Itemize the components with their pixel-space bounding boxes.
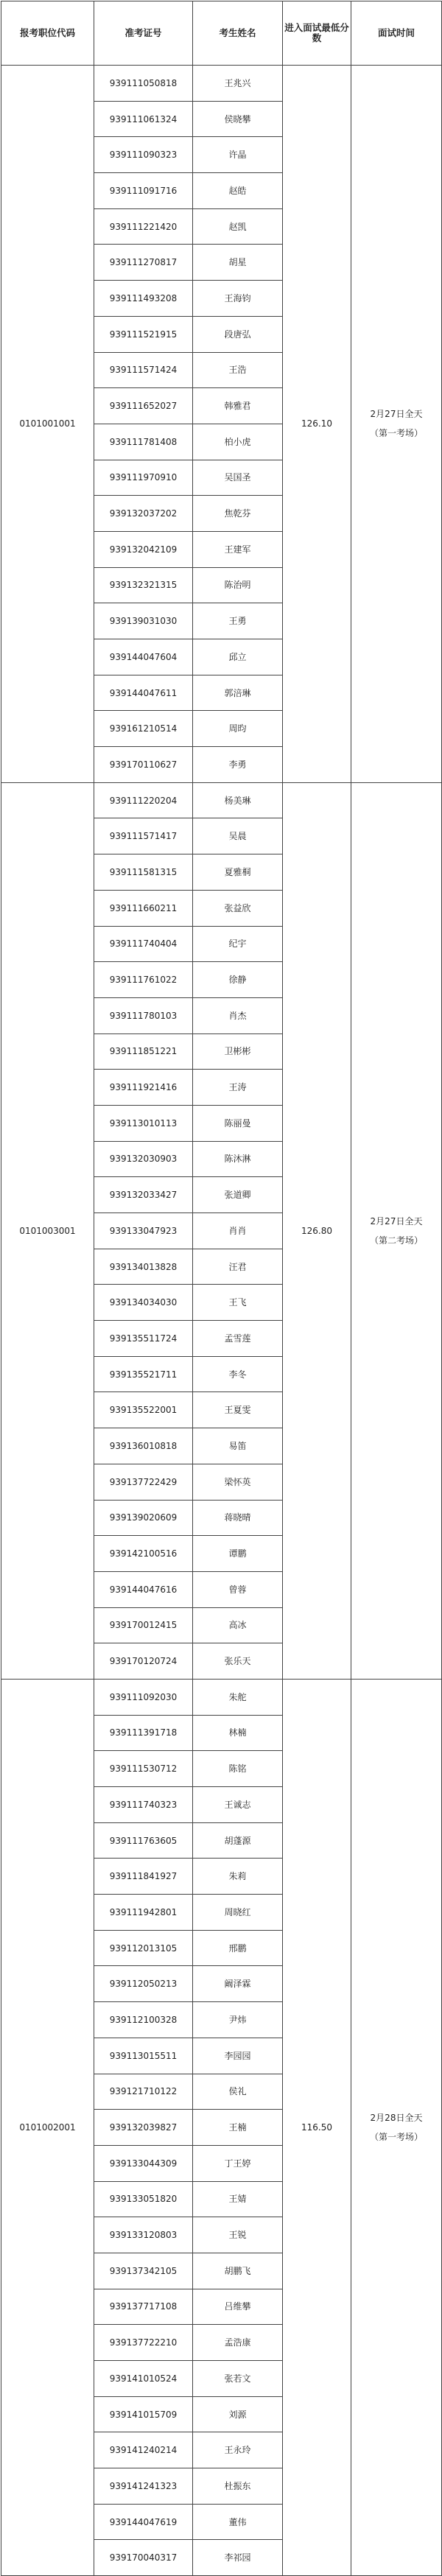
- header-admission-number: 准考证号: [94, 1, 193, 66]
- admission-number-cell: 939161210514: [94, 711, 193, 747]
- admission-number-cell: 939111270817: [94, 245, 193, 281]
- candidate-name-cell: 董伟: [193, 2504, 283, 2540]
- candidate-name-cell: 侯礼: [193, 2074, 283, 2110]
- header-interview-time: 面试时间: [351, 1, 442, 66]
- admission-number-cell: 939132039827: [94, 2110, 193, 2146]
- table-row: [1, 782, 442, 818]
- candidate-name-cell: 陈铭: [193, 1751, 283, 1787]
- admission-number-cell: 939132037202: [94, 496, 193, 532]
- admission-number-cell: 939111841927: [94, 1859, 193, 1895]
- admission-number-cell: 939135511724: [94, 1321, 193, 1357]
- candidate-name-cell: 许晶: [193, 137, 283, 173]
- admission-number-cell: 939112013105: [94, 1930, 193, 1966]
- interview-room: （第二考场）: [369, 1235, 423, 1246]
- header-candidate-name: 考生姓名: [193, 1, 283, 66]
- interview-time-cell: [351, 1679, 442, 2575]
- admission-number-cell: 939137717108: [94, 2289, 193, 2325]
- admission-number-cell: 939144047619: [94, 2504, 193, 2540]
- candidate-name-cell: 杨美琳: [193, 782, 283, 818]
- position-code-cell: 0101001001: [1, 66, 94, 783]
- admission-number-cell: 939111740404: [94, 926, 193, 962]
- admission-number-cell: 939111050818: [94, 66, 193, 102]
- interview-room: （第一考场）: [369, 2132, 423, 2143]
- admission-number-cell: 939111660211: [94, 890, 193, 926]
- candidate-name-cell: 段唐弘: [193, 316, 283, 352]
- interview-time-cell: [351, 782, 442, 1679]
- candidate-name-cell: 徐静: [193, 962, 283, 998]
- candidate-name-cell: 王勇: [193, 603, 283, 639]
- candidate-name-cell: 陈治明: [193, 567, 283, 603]
- admission-number-cell: 939112050213: [94, 1966, 193, 2002]
- admission-number-cell: 939144047604: [94, 639, 193, 675]
- admission-number-cell: 939111092030: [94, 1679, 193, 1715]
- admission-number-cell: 939133047923: [94, 1213, 193, 1249]
- candidate-name-cell: 周昀: [193, 711, 283, 747]
- candidate-name-cell: 梁怀英: [193, 1464, 283, 1500]
- admission-number-cell: 939111493208: [94, 281, 193, 317]
- admission-number-cell: 939111942801: [94, 1895, 193, 1931]
- admission-number-cell: 939170110627: [94, 747, 193, 783]
- admission-number-cell: 939121710122: [94, 2074, 193, 2110]
- candidate-name-cell: 肖杰: [193, 997, 283, 1033]
- admission-number-cell: 939111391718: [94, 1715, 193, 1751]
- admission-number-cell: 939132321315: [94, 567, 193, 603]
- admission-number-cell: 939139020609: [94, 1500, 193, 1536]
- admission-number-cell: 939111761022: [94, 962, 193, 998]
- interview-list-table: [1, 1, 442, 2576]
- candidate-name-cell: 胡鹏飞: [193, 2253, 283, 2289]
- candidate-name-cell: 纪宇: [193, 926, 283, 962]
- interview-date: 2月27日全天: [370, 1215, 423, 1226]
- admission-number-cell: 939111571424: [94, 352, 193, 388]
- candidate-name-cell: 侯晓攀: [193, 101, 283, 137]
- admission-number-cell: 939111571417: [94, 818, 193, 854]
- candidate-name-cell: 孟雪莲: [193, 1321, 283, 1357]
- admission-number-cell: 939141010524: [94, 2361, 193, 2397]
- admission-number-cell: 939111221420: [94, 208, 193, 245]
- admission-number-cell: 939111521915: [94, 316, 193, 352]
- admission-number-cell: 939111091716: [94, 173, 193, 209]
- candidate-name-cell: 林楠: [193, 1715, 283, 1751]
- admission-number-cell: 939170120724: [94, 1643, 193, 1680]
- interview-date: 2月27日全天: [370, 409, 423, 420]
- admission-number-cell: 939137342105: [94, 2253, 193, 2289]
- admission-number-cell: 939113015511: [94, 2038, 193, 2074]
- admission-number-cell: 939141241323: [94, 2468, 193, 2505]
- table-row: [1, 66, 442, 102]
- candidate-name-cell: 张道卿: [193, 1177, 283, 1213]
- min-score-cell: 126.80: [283, 782, 351, 1679]
- candidate-name-cell: 陈沐淋: [193, 1141, 283, 1177]
- admission-number-cell: 939170040317: [94, 2540, 193, 2576]
- candidate-name-cell: 李冬: [193, 1356, 283, 1392]
- admission-number-cell: 939144047611: [94, 675, 193, 711]
- admission-number-cell: 939111061324: [94, 101, 193, 137]
- admission-number-cell: 939136010818: [94, 1428, 193, 1464]
- candidate-name-cell: 赵凯: [193, 208, 283, 245]
- candidate-name-cell: 孟浩康: [193, 2325, 283, 2361]
- candidate-name-cell: 朱舵: [193, 1679, 283, 1715]
- admission-number-cell: 939111921416: [94, 1070, 193, 1106]
- admission-number-cell: 939111851221: [94, 1033, 193, 1070]
- interview-room: （第一考场）: [369, 428, 423, 439]
- candidate-name-cell: 吴晨: [193, 818, 283, 854]
- candidate-name-cell: 李勇: [193, 747, 283, 783]
- header-row: [1, 1, 442, 66]
- header-min-score: 进入面试最低分数: [283, 1, 351, 66]
- candidate-name-cell: 邱立: [193, 639, 283, 675]
- candidate-name-cell: 夏雅桐: [193, 854, 283, 891]
- candidate-name-cell: 李祁园: [193, 2540, 283, 2576]
- admission-number-cell: 939133120803: [94, 2217, 193, 2253]
- candidate-name-cell: 王兆兴: [193, 66, 283, 102]
- min-score-cell: 116.50: [283, 1679, 351, 2575]
- candidate-name-cell: 张若文: [193, 2361, 283, 2397]
- admission-number-cell: 939133044309: [94, 2145, 193, 2181]
- admission-number-cell: 939112100328: [94, 2002, 193, 2038]
- candidate-name-cell: 吴国圣: [193, 460, 283, 496]
- admission-number-cell: 939111740323: [94, 1787, 193, 1823]
- admission-number-cell: 939137722210: [94, 2325, 193, 2361]
- admission-number-cell: 939135521711: [94, 1356, 193, 1392]
- admission-number-cell: 939111090323: [94, 137, 193, 173]
- admission-number-cell: 939134013828: [94, 1249, 193, 1285]
- admission-number-cell: 939111763605: [94, 1822, 193, 1859]
- candidate-name-cell: 蒋晓晴: [193, 1500, 283, 1536]
- admission-number-cell: 939133051820: [94, 2181, 193, 2217]
- candidate-name-cell: 汪君: [193, 1249, 283, 1285]
- admission-number-cell: 939139031030: [94, 603, 193, 639]
- admission-number-cell: 939144047616: [94, 1571, 193, 1607]
- candidate-name-cell: 赵皓: [193, 173, 283, 209]
- admission-number-cell: 939134034030: [94, 1285, 193, 1321]
- position-code-cell: 0101002001: [1, 1679, 94, 2575]
- candidate-name-cell: 曾蓉: [193, 1571, 283, 1607]
- candidate-name-cell: 王锐: [193, 2217, 283, 2253]
- candidate-name-cell: 周晓红: [193, 1895, 283, 1931]
- admission-number-cell: 939111530712: [94, 1751, 193, 1787]
- candidate-name-cell: 阚泽霖: [193, 1966, 283, 2002]
- candidate-name-cell: 卫彬彬: [193, 1033, 283, 1070]
- candidate-name-cell: 张乐天: [193, 1643, 283, 1680]
- candidate-name-cell: 韩雅君: [193, 388, 283, 424]
- candidate-name-cell: 郭涪琳: [193, 675, 283, 711]
- interview-date: 2月28日全天: [370, 2113, 423, 2124]
- position-code-cell: 0101003001: [1, 782, 94, 1679]
- candidate-name-cell: 王楠: [193, 2110, 283, 2146]
- candidate-name-cell: 刘源: [193, 2396, 283, 2432]
- candidate-name-cell: 陈丽曼: [193, 1105, 283, 1141]
- admission-number-cell: 939141015709: [94, 2396, 193, 2432]
- header-position-code: 报考职位代码: [1, 1, 94, 66]
- candidate-name-cell: 王浩: [193, 352, 283, 388]
- admission-number-cell: 939132033427: [94, 1177, 193, 1213]
- candidate-name-cell: 焦乾芬: [193, 496, 283, 532]
- admission-number-cell: 939132030903: [94, 1141, 193, 1177]
- table-body: [1, 66, 442, 2576]
- candidate-name-cell: 胡星: [193, 245, 283, 281]
- admission-number-cell: 939111581315: [94, 854, 193, 891]
- candidate-name-cell: 柏小虎: [193, 424, 283, 460]
- candidate-name-cell: 邢鹏: [193, 1930, 283, 1966]
- candidate-name-cell: 胡蓬源: [193, 1822, 283, 1859]
- candidate-name-cell: 杜振东: [193, 2468, 283, 2505]
- candidate-name-cell: 王诚志: [193, 1787, 283, 1823]
- admission-number-cell: 939170012415: [94, 1607, 193, 1643]
- candidate-name-cell: 李园园: [193, 2038, 283, 2074]
- admission-number-cell: 939142100516: [94, 1536, 193, 1572]
- candidate-name-cell: 王飞: [193, 1285, 283, 1321]
- candidate-name-cell: 王建军: [193, 531, 283, 567]
- admission-number-cell: 939111220204: [94, 782, 193, 818]
- candidate-name-cell: 肖肖: [193, 1213, 283, 1249]
- admission-number-cell: 939113010113: [94, 1105, 193, 1141]
- admission-number-cell: 939141240214: [94, 2432, 193, 2468]
- candidate-name-cell: 朱莉: [193, 1859, 283, 1895]
- candidate-name-cell: 高冰: [193, 1607, 283, 1643]
- candidate-name-cell: 易笛: [193, 1428, 283, 1464]
- candidate-name-cell: 丁王婷: [193, 2145, 283, 2181]
- admission-number-cell: 939135522001: [94, 1392, 193, 1428]
- candidate-name-cell: 王涛: [193, 1070, 283, 1106]
- admission-number-cell: 939111970910: [94, 460, 193, 496]
- candidate-name-cell: 王永玲: [193, 2432, 283, 2468]
- candidate-name-cell: 王夏雯: [193, 1392, 283, 1428]
- candidate-name-cell: 吕维攀: [193, 2289, 283, 2325]
- admission-number-cell: 939137722429: [94, 1464, 193, 1500]
- admission-number-cell: 939111780103: [94, 997, 193, 1033]
- candidate-name-cell: 张益欣: [193, 890, 283, 926]
- admission-number-cell: 939132042109: [94, 531, 193, 567]
- min-score-cell: 126.10: [283, 66, 351, 783]
- candidate-name-cell: 王海钧: [193, 281, 283, 317]
- candidate-name-cell: 尹炜: [193, 2002, 283, 2038]
- candidate-name-cell: 谭鹏: [193, 1536, 283, 1572]
- table-row: [1, 1679, 442, 1715]
- interview-time-cell: [351, 66, 442, 783]
- admission-number-cell: 939111781408: [94, 424, 193, 460]
- admission-number-cell: 939111652027: [94, 388, 193, 424]
- candidate-name-cell: 王婧: [193, 2181, 283, 2217]
